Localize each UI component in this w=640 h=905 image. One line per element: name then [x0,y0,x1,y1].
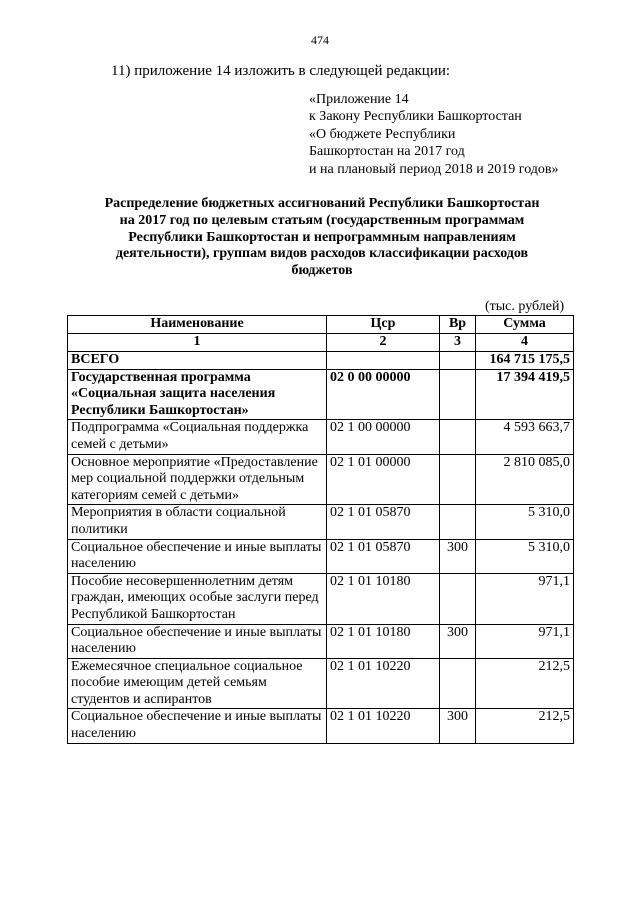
column-number: 4 [476,334,574,352]
table-row [68,454,574,505]
cell-name: Социальное обеспечение и иные выплаты населению [68,624,327,658]
cell-csr: 02 1 01 10180 [327,624,440,658]
table-row [68,539,574,573]
table-row [68,573,574,624]
units-label: (тыс. рублей) [485,299,565,314]
cell-vr [440,420,476,454]
cell-name: ВСЕГО [68,352,327,370]
cell-vr [440,658,476,709]
cell-sum: 212,5 [476,709,574,743]
cell-name: Ежемесячное специальное социальное пособие имеющим детей семьям студентов и аспирантов [68,658,327,709]
appendix-ref-line: «Приложение 14 [309,92,409,107]
cell-name: Основное мероприятие «Предоставление мер социальной поддержки отдельным категориям семей с детьми» [68,454,327,505]
table-row [68,420,574,454]
appendix-reference [309,91,559,178]
cell-csr: 02 1 01 00000 [327,454,440,505]
cell-sum: 2 810 085,0 [476,454,574,505]
appendix-ref-line: «О бюджете Республики [309,126,456,142]
budget-table [67,315,574,744]
cell-vr [440,505,476,539]
appendix-ref-line: к Закону Республики Башкортостан [309,109,522,125]
cell-name: Государственная программа «Социальная защита населения Республики Башкортостан» [68,369,327,420]
cell-sum: 971,1 [476,573,574,624]
column-number: 1 [68,334,327,352]
cell-csr: 02 1 00 00000 [327,420,440,454]
cell-sum: 164 715 175,5 [476,352,574,370]
appendix-ref-line: и на плановый период 2018 и 2019 годов» [309,161,559,177]
table-header-row [68,316,574,334]
cell-vr: 300 [440,624,476,658]
table-row [68,709,574,743]
header-sum: Сумма [476,316,574,334]
cell-name: Пособие несовершеннолетним детям граждан, имеющих особые заслуги перед Республикой Башкортостан [68,573,327,624]
table-row [68,505,574,539]
cell-csr: 02 0 00 00000 [327,369,440,420]
column-number-row [68,334,574,352]
cell-vr: 300 [440,539,476,573]
cell-name: Подпрограмма «Социальная поддержка семей с детьми» [68,420,327,454]
title-line: Распределение бюджетных ассигнований Республики Башкортостан [104,196,540,211]
header-vr: Вр [440,316,476,334]
appendix-ref-line: Башкортостан на 2017 год [309,144,465,160]
cell-csr: 02 1 01 10220 [327,709,440,743]
cell-csr: 02 1 01 05870 [327,539,440,573]
cell-sum: 17 394 419,5 [476,369,574,420]
intro-paragraph: 11) приложение 14 изложить в следующей редакции: [111,63,451,79]
cell-vr [440,454,476,505]
cell-csr [327,352,440,370]
cell-vr: 300 [440,709,476,743]
cell-sum: 971,1 [476,624,574,658]
cell-vr [440,369,476,420]
page-number: 474 [311,33,329,47]
cell-sum: 5 310,0 [476,505,574,539]
table-row [68,369,574,420]
cell-csr: 02 1 01 10180 [327,573,440,624]
column-number: 3 [440,334,476,352]
cell-name: Социальное обеспечение и иные выплаты населению [68,539,327,573]
cell-sum: 5 310,0 [476,539,574,573]
cell-vr [440,352,476,370]
table-row [68,352,574,370]
table-row [68,658,574,709]
column-number: 2 [327,334,440,352]
cell-csr: 02 1 01 05870 [327,505,440,539]
cell-sum: 212,5 [476,658,574,709]
document-title [70,196,574,280]
cell-name: Мероприятия в области социальной политики [68,505,327,539]
header-csr: Цср [327,316,440,334]
cell-name: Социальное обеспечение и иные выплаты населению [68,709,327,743]
title-line: деятельности), группам видов расходов классификации расходов [115,246,529,262]
cell-vr [440,573,476,624]
cell-csr: 02 1 01 10220 [327,658,440,709]
cell-sum: 4 593 663,7 [476,420,574,454]
header-name: Наименование [68,316,327,334]
title-line: на 2017 год по целевым статьям (государственным программам [119,212,525,228]
table-row [68,624,574,658]
table-body [68,352,574,744]
title-line: бюджетов [291,263,353,279]
title-line: Республики Башкортостан и непрограммным направлениям [128,229,516,245]
